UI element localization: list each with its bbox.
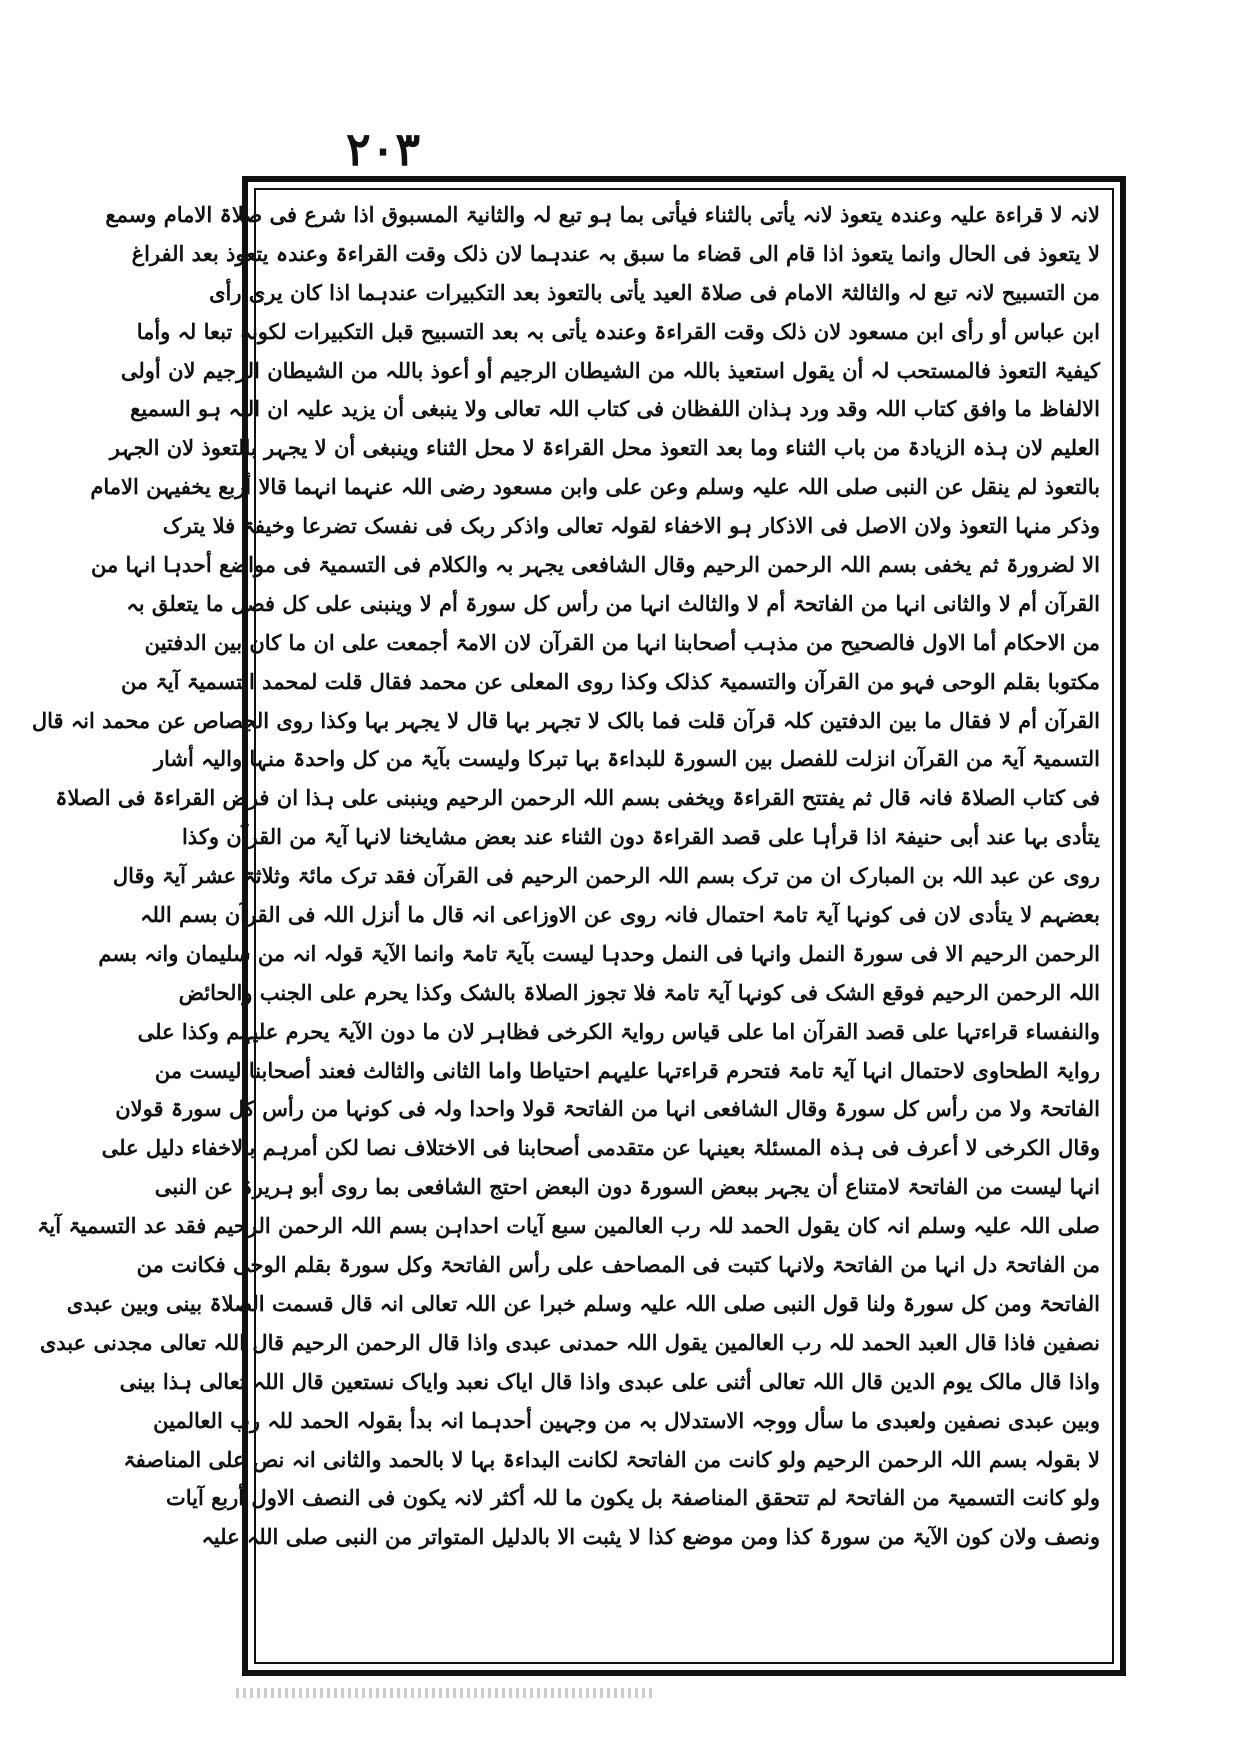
text-line: اللہ الرحمن الرحیم فوقع الشک فی کونہا آیۃ تامۃ فلا تجوز الصلاۃ بالشک وکذا یحرم علی الجنب والحائض: [178, 979, 1100, 1005]
text-line: من الفاتحۃ دل انہا من الفاتحۃ ولانہا کتبت فی المصاحف علی رأس الفاتحۃ وکل سورۃ بقلم الوحی فکانت من: [136, 1252, 1100, 1278]
text-line: الفاتحۃ ولا من رأس کل سورۃ وقال الشافعی انہا من الفاتحۃ قولا واحدا ولہ فی کونہا من رأس کل سورۃ قولان: [115, 1096, 1100, 1122]
text-line: القرآن أم لا والثانی انہا من الفاتحۃ أم لا والثالث انہا من رأس کل سورۃ أم لا وینبنی علی کل فصل ما یتعلق بہ: [126, 590, 1100, 616]
text-line: واذا قال مالک یوم الدین قال اللہ تعالی أثنی علی عبدی واذا قال ایاک نعبد وایاک نستعین قال اللہ تعالی ہذا بینی: [119, 1368, 1100, 1394]
text-line: یتأدی بہا عند أبی حنیفۃ اذا قرأہا علی قصد القراءۃ دون الثناء عند بعض مشایخنا لانہا آیۃ من القرآن وکذا: [181, 824, 1100, 850]
text-line: صلی اللہ علیہ وسلم انہ کان یقول الحمد للہ رب العالمین سبع آیات احداہن بسم اللہ الرحمن الرحیم فقد عد التسمیۃ آیۃ: [37, 1213, 1100, 1239]
text-line: فی کتاب الصلاۃ فانہ قال ثم یفتتح القراءۃ ویخفی بسم اللہ الرحمن الرحیم وینبنی علی ہذا ان فرض القراءۃ فی الصلاۃ: [55, 785, 1100, 811]
text-line: الالفاظ ما وافق کتاب اللہ وقد ورد ہذان اللفظان فی کتاب اللہ تعالی ولا ینبغی أن یزید علیہ ان اللہ ہو السمیع: [130, 396, 1100, 422]
text-line: القرآن أم لا فقال ما بین الدفتین کلہ قرآن قلت فما بالک لا تجہر بہا قال لا یجہر بہا وکذا روی الجصاص عن محمد انہ قال: [31, 707, 1100, 733]
text-line: الا لضرورۃ ثم یخفی بسم اللہ الرحمن الرحیم وقال الشافعی یجہر بہ والکلام فی التسمیۃ فی مواضع أحدہا انہا من: [90, 552, 1100, 578]
text-line: کیفیۃ التعوذ فالمستحب لہ أن یقول استعیذ باللہ من الشیطان الرجیم أو أعوذ باللہ من الشیطان الرجیم لان أولی: [120, 357, 1100, 383]
text-line: وذکر منہا التعوذ ولان الاصل فی الاذکار ہو الاخفاء لقولہ تعالی واذکر ربک فی نفسک تضرعا وخیفۃ فلا یترک: [162, 513, 1100, 539]
text-line: التسمیۃ آیۃ من القرآن انزلت للفصل بین السورۃ للبداءۃ بہا تبرکا ولیست بآیۃ من کل واحدۃ منہا والیہ أشار: [153, 746, 1100, 772]
text-line: ولو کانت التسمیۃ من الفاتحۃ لم تتحقق المناصفۃ بل یکون ما للہ أکثر لانہ یکون فی النصف الاول أربع آیات: [165, 1485, 1100, 1511]
text-line: نصفین فاذا قال العبد الحمد للہ رب العالمین یقول اللہ حمدنی عبدی واذا قال الرحمن الرحیم قال اللہ تعالی مجدنی عبدی: [39, 1329, 1100, 1355]
text-line: والنفساء قراءتہا علی قصد القرآن اما علی قیاس روایۃ الکرخی فظاہر لان ما دون الآیۃ یحرم علیہم وکذا علی: [137, 1018, 1100, 1044]
scan-smudge: [236, 1688, 656, 1698]
text-line: ونصف ولان کون الآیۃ من سورۃ کذا ومن موضع کذا لا یثبت الا بالدلیل المتواتر من النبی صلی اللہ علیہ: [201, 1524, 1100, 1550]
text-line: روایۃ الطحاوی لاحتمال انہا آیۃ تامۃ فتحرم قراءتہا علیہم احتیاطا واما الثانی والثالث فعند أصحابنا لیست من: [154, 1057, 1100, 1083]
text-line: ابن عباس أو رأی ابن مسعود لان ذلک وقت القراءۃ وعندہ یأتی بہ بعد التسبیح قبل التکبیرات لکونہ تبعا لہ وأما: [136, 318, 1100, 344]
text-line: لانہ لا قراءة علیہ وعندہ یتعوذ لانہ یأتی بالثناء فیأتی بما ہو تبع لہ والثانیۃ المسبوق اذا شرع فی صلاۃ الامام وسمع: [105, 202, 1100, 227]
body-text: [31, 196, 1106, 1656]
text-line: الرحمن الرحیم الا فی سورۃ النمل وانہا فی النمل وحدہا لیست بآیۃ تامۃ وانما الآیۃ قولہ انہ من سلیمان وانہ بسم: [98, 940, 1100, 966]
text-line: مکتوبا بقلم الوحی فہو من القرآن والتسمیۃ کذلک وکذا روی المعلی عن محمد فقال قلت لمحمد التسمیۃ آیۃ من: [120, 668, 1100, 694]
text-line: من الاحکام أما الاول فالصحیح من مذہب أصحابنا انہا من القرآن لان الامۃ أجمعت علی ان ما کان بین الدفتین: [144, 629, 1100, 655]
text-line: روی عن عبد اللہ بن المبارک ان من ترک بسم اللہ الرحمن الرحیم فی القرآن فقد ترک مائۃ وثلاثۃ عشر آیۃ وقال: [112, 863, 1100, 889]
text-line: لا بقولہ بسم اللہ الرحمن الرحیم ولو کانت من الفاتحۃ لکانت البداءۃ بہا لا بالحمد والثانی انہ نص علی المناصفۃ: [123, 1446, 1100, 1472]
text-line: بالتعوذ لم ینقل عن النبی صلی اللہ علیہ وسلم وعن علی وابن مسعود رضی اللہ عنہما انہما قالا أربع یخفیہن الامام: [90, 474, 1100, 500]
text-line: الفاتحۃ ومن کل سورۃ ولنا قول النبی صلی اللہ علیہ وسلم خبرا عن اللہ تعالی انہ قال قسمت الصلاۃ بینی وبین عبدی: [66, 1290, 1100, 1316]
page-number: ٢٠٣: [345, 122, 421, 176]
text-line: من التسبیح لانہ تبع لہ والثالثۃ الامام فی صلاۃ العید یأتی بالتعوذ بعد التکبیرات عندہما اذا کان یری رأی: [209, 279, 1100, 305]
text-line: وبین عبدی نصفین ولعبدی ما سأل ووجہ الاستدلال بہ من وجہین أحدہما انہ بدأ بقولہ الحمد للہ رب العالمین: [153, 1407, 1100, 1433]
text-line: لا یتعوذ فی الحال وانما یتعوذ اذا قام الی قضاء ما سبق بہ عندہما لان ذلک وقت القراءۃ وعندہ یتعوذ بعد الفراغ: [131, 240, 1100, 266]
text-line: انہا لیست من الفاتحۃ لامتناع أن یجہر ببعض السورۃ دون البعض احتج الشافعی بما روی أبو ہریرۃ عن النبی: [154, 1174, 1100, 1200]
text-line: بعضہم لا یتأدی لان فی کونہا آیۃ تامۃ احتمال فانہ روی عن الاوزاعی انہ قال ما أنزل اللہ فی القرآن بسم اللہ: [140, 902, 1100, 928]
text-line: وقال الکرخی لا أعرف فی ہذہ المسئلۃ بعینہا عن متقدمی أصحابنا فی الاختلاف نصا لکن أمرہم بالاخفاء دلیل علی: [101, 1135, 1100, 1161]
text-line: العلیم لان ہذہ الزیادۃ من باب الثناء وما بعد التعوذ محل القراءۃ لا محل الثناء وینبغی أن لا یجہر بالتعوذ لان الجہر: [109, 435, 1100, 461]
